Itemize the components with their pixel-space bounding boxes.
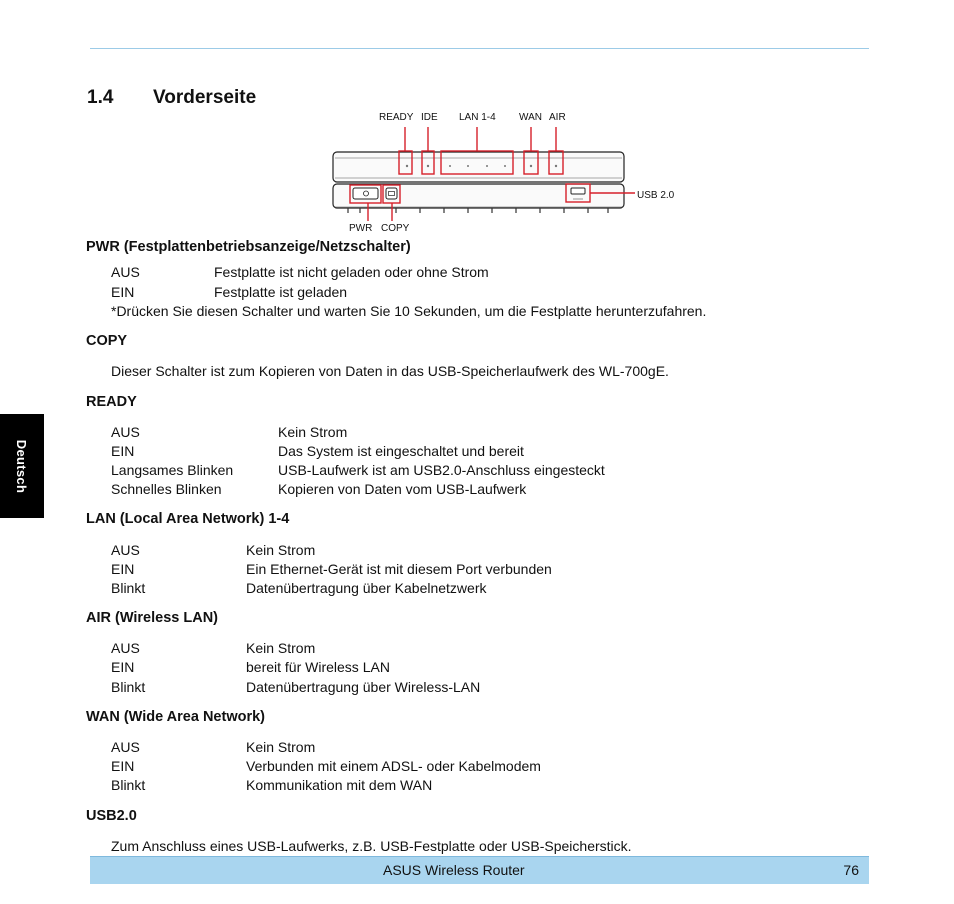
page-footer bbox=[90, 856, 869, 884]
label-usb: USB 2.0 bbox=[637, 190, 675, 201]
pwr-note: *Drücken Sie diesen Schalter und warten Sie 10 Sekunden, um die Festplatte herunterzufahren. bbox=[111, 303, 707, 319]
router-drawing bbox=[300, 108, 700, 238]
lan-desc: Datenübertragung über Kabelnetzwerk bbox=[246, 580, 487, 596]
usb-heading: USB2.0 bbox=[86, 808, 137, 824]
ready-desc: USB-Laufwerk ist am USB2.0-Anschluss eingesteckt bbox=[278, 462, 605, 478]
air-desc: bereit für Wireless LAN bbox=[246, 659, 390, 675]
wan-state: Blinkt bbox=[111, 777, 146, 793]
label-pwr: PWR bbox=[349, 223, 373, 234]
ready-row bbox=[111, 481, 527, 497]
lan-heading: LAN (Local Area Network) 1-4 bbox=[86, 511, 290, 527]
air-row bbox=[111, 679, 481, 695]
footer-title: ASUS Wireless Router bbox=[383, 862, 525, 878]
top-rule bbox=[90, 48, 869, 49]
label-wan: WAN bbox=[519, 112, 542, 123]
section-heading: Vorderseite bbox=[153, 87, 257, 108]
ready-row bbox=[111, 424, 348, 440]
copy-text: Dieser Schalter ist zum Kopieren von Daten in das USB-Speicherlaufwerk des WL-700gE. bbox=[111, 363, 669, 379]
section-number: 1.4 bbox=[87, 87, 114, 108]
pwr-button bbox=[353, 188, 378, 199]
ready-row bbox=[111, 443, 524, 459]
ready-state: Schnelles Blinken bbox=[111, 481, 222, 497]
air-desc: Datenübertragung über Wireless-LAN bbox=[246, 679, 481, 695]
air-row bbox=[111, 659, 390, 675]
ready-state: AUS bbox=[111, 424, 140, 440]
air-heading: AIR (Wireless LAN) bbox=[86, 610, 219, 626]
wan-row bbox=[111, 777, 433, 793]
label-air: AIR bbox=[549, 112, 566, 123]
label-copy: COPY bbox=[381, 223, 410, 234]
pwr-desc: Festplatte ist geladen bbox=[214, 284, 348, 300]
wan-row bbox=[111, 758, 541, 774]
wan-desc: Verbunden mit einem ADSL- oder Kabelmodem bbox=[246, 758, 541, 774]
ready-state: EIN bbox=[111, 443, 135, 459]
wan-heading: WAN (Wide Area Network) bbox=[86, 709, 265, 725]
wan-state: AUS bbox=[111, 739, 140, 755]
lan-state: AUS bbox=[111, 542, 140, 558]
ready-desc: Kopieren von Daten vom USB-Laufwerk bbox=[278, 481, 527, 497]
lan-row bbox=[111, 561, 552, 577]
ready-heading: READY bbox=[86, 394, 137, 410]
pwr-heading: PWR (Festplattenbetriebsanzeige/Netzschalter) bbox=[86, 239, 411, 255]
ready-row bbox=[111, 462, 605, 478]
air-state: AUS bbox=[111, 640, 140, 656]
language-side-tab bbox=[0, 414, 44, 518]
label-lan: LAN 1-4 bbox=[459, 112, 496, 123]
lan-state: Blinkt bbox=[111, 580, 146, 596]
lan-row bbox=[111, 542, 316, 558]
lan-state: EIN bbox=[111, 561, 135, 577]
router-front-diagram bbox=[300, 108, 700, 238]
lan-desc: Kein Strom bbox=[246, 542, 316, 558]
lan-desc: Ein Ethernet-Gerät ist mit diesem Port verbunden bbox=[246, 561, 552, 577]
pwr-state: AUS bbox=[111, 264, 140, 280]
air-desc: Kein Strom bbox=[246, 640, 316, 656]
air-row bbox=[111, 640, 316, 656]
ready-state: Langsames Blinken bbox=[111, 462, 234, 478]
copy-heading: COPY bbox=[86, 333, 128, 349]
router-upper-housing bbox=[333, 152, 624, 182]
lan-row bbox=[111, 580, 487, 596]
label-ide: IDE bbox=[421, 112, 438, 123]
ready-desc: Das System ist eingeschaltet und bereit bbox=[278, 443, 524, 459]
wan-desc: Kein Strom bbox=[246, 739, 316, 755]
label-ready: READY bbox=[379, 112, 414, 123]
page-number: 76 bbox=[843, 862, 859, 878]
air-state: EIN bbox=[111, 659, 135, 675]
pwr-row-aus bbox=[111, 264, 489, 280]
usb-port bbox=[571, 188, 585, 194]
wan-desc: Kommunikation mit dem WAN bbox=[246, 777, 433, 793]
wan-row bbox=[111, 739, 316, 755]
copy-button bbox=[386, 188, 397, 199]
pwr-desc: Festplatte ist nicht geladen oder ohne Strom bbox=[214, 264, 489, 280]
wan-state: EIN bbox=[111, 758, 135, 774]
pwr-row-ein bbox=[111, 284, 348, 300]
air-state: Blinkt bbox=[111, 679, 146, 695]
pwr-state: EIN bbox=[111, 284, 135, 300]
section-title bbox=[87, 87, 256, 109]
ready-desc: Kein Strom bbox=[278, 424, 348, 440]
usb-text: Zum Anschluss eines USB-Laufwerks, z.B. USB-Festplatte oder USB-Speicherstick. bbox=[111, 838, 632, 854]
side-tab-label: Deutsch bbox=[14, 439, 30, 493]
